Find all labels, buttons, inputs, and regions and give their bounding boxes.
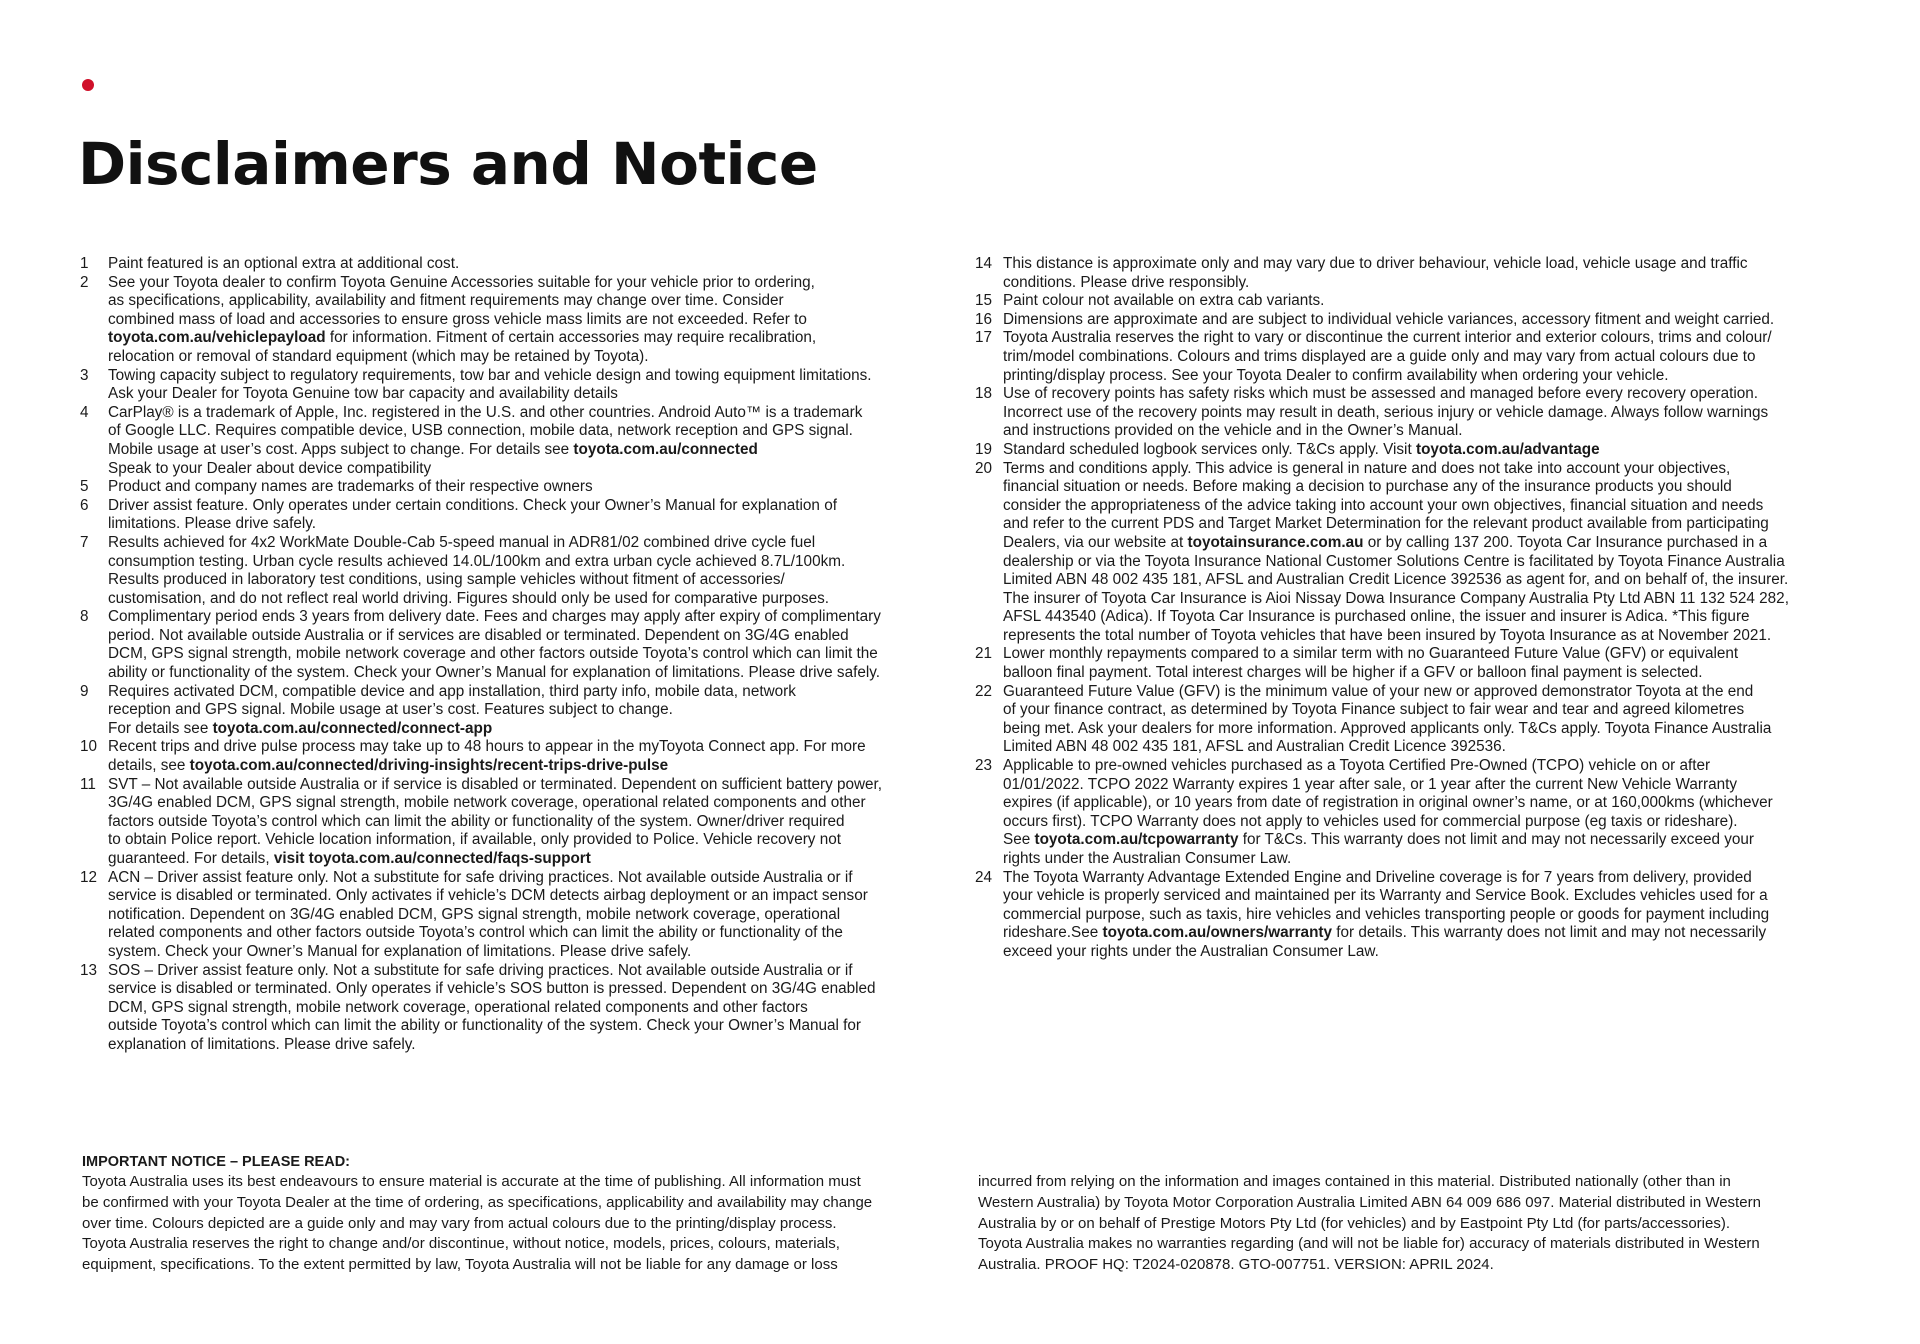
disclaimer-text: The Toyota Warranty Advantage Extended Engine and Driveline coverage is for 7 years from delivery, provided your vehicle is properly serviced and maintained per its Warranty and Service Book. Excludes vehicles used for a commercial purpose, such as taxis, hire vehicles and vehicles transporting people or goods for payment including rideshare.See toyota.com.au/owners/warranty for details. This warranty does not limit and may not necessarily exceed your rights under the Australian Consumer Law. <box>1003 868 1770 960</box>
disclaimer-text: Terms and conditions apply. This advice is general in nature and does not take into account your objectives, financial situation or needs. Before making a decision to purchase any of the insurance products you should consider the appropriateness of the advice taking into account your own objectives, financial situation and needs and refer to the current PDS and Target Market Determination for the relevant product available from participating Dealers, via our website at toyotainsurance.com.au or by calling 137 200. Toyota Car Insurance purchased in a dealership or via the Toyota Insurance National Customer Solutions Centre is facilitated by Toyota Finance Australia Limited ABN 48 002 435 181, AFSL and Australian Credit Licence 392536 as agent for, and on behalf of, the insurer. The insurer of Toyota Car Insurance is Aioi Nissay Dowa Insurance Company Australia Pty Ltd ABN 11 132 524 282, AFSL 443540 (Adica). If Toyota Car Insurance is purchased online, the issuer and insurer is Adica. *This figure represents the total number of Toyota vehicles that have been insured by Toyota Insurance as at November 2021. <box>1003 459 1789 644</box>
disclaimer-number: 10 <box>80 738 98 756</box>
disclaimer-text: ACN – Driver assist feature only. Not a substitute for safe driving practices. Not available outside Australia or if service is disabled or terminated. Only activates if vehicle’s DCM detects airbag deployment or an impact sensor notification. Dependent on 3G/4G enabled DCM, GPS signal strength, mobile network coverage, operational related components and other factors outside Toyota’s control which can limit the ability or functionality of the system. Check your Owner’s Manual for explanation of limitations. Please drive safely. <box>108 868 868 960</box>
disclaimer-number: 15 <box>975 292 993 310</box>
disclaimer-number: 16 <box>975 310 993 328</box>
notice-left-column <box>82 1172 962 1276</box>
disclaimer-number: 19 <box>975 440 993 458</box>
disclaimer-number: 17 <box>975 329 993 347</box>
disclaimer-link-text: toyota.com.au/owners/warranty <box>1102 924 1333 942</box>
disclaimers-left-column <box>80 255 960 1055</box>
disclaimer-link-text: toyota.com.au/connected/driving-insights/recent-trips-drive-pulse <box>189 757 669 775</box>
disclaimer-text: Lower monthly repayments compared to a similar term with no Guaranteed Future Value (GFV) or equivalent balloon final payment. Total interest charges will be higher if a GFV or balloon final payment is selected. <box>1003 645 1739 682</box>
disclaimer-text: SOS – Driver assist feature only. Not a substitute for safe driving practices. Not available outside Australia or if service is disabled or terminated. Only operates if vehicle’s SOS button is pressed. Dependent on 3G/4G enabled DCM, GPS signal strength, mobile network coverage, operational related components and other factors outside Toyota’s control which can limit the ability or functionality of the system. Check your Owner’s Manual for explanation of limitations. Please drive safely. <box>108 961 876 1053</box>
disclaimer-item-11 <box>80 776 960 869</box>
disclaimer-item-12 <box>80 869 960 962</box>
disclaimer-text: SVT – Not available outside Australia or if service is disabled or terminated. Dependent on sufficient battery power, 3G/4G enabled DCM, GPS signal strength, mobile network coverage, operational related components and other factors outside Toyota’s control which can limit the ability or functionality of the system. Owner/driver required to obtain Police report. Vehicle location information, if available, only provided to Police. Vehicle recovery not guaranteed. For details, visit toyota.com.au/connected/faqs-support <box>108 775 883 867</box>
disclaimer-number: 22 <box>975 682 993 700</box>
disclaimer-item-7 <box>80 534 960 608</box>
notice-line: Australia. PROOF HQ: T2024-020878. GTO-007751. VERSION: APRIL 2024. <box>978 1256 1494 1274</box>
disclaimer-link-text: visit toyota.com.au/connected/faqs-support <box>273 850 591 867</box>
disclaimer-number: 5 <box>80 478 89 496</box>
disclaimer-text: Towing capacity subject to regulatory requirements, tow bar and vehicle design and towing equipment limitations. Ask your Dealer for Toyota Genuine tow bar capacity and availability details <box>108 366 872 403</box>
disclaimer-number: 20 <box>975 459 993 477</box>
disclaimer-item-18 <box>975 385 1855 441</box>
disclaimer-text: This distance is approximate only and may vary due to driver behaviour, vehicle load, vehicle usage and traffic conditions. Please drive responsibly. <box>1003 255 1748 291</box>
disclaimer-item-21 <box>975 645 1855 682</box>
disclaimer-number: 3 <box>80 366 89 384</box>
disclaimer-item-8 <box>80 608 960 682</box>
disclaimer-item-6 <box>80 497 960 534</box>
disclaimer-text: Driver assist feature. Only operates under certain conditions. Check your Owner’s Manual for explanation of limitations. Please drive safely. <box>108 496 837 533</box>
disclaimer-link-text: toyota.com.au/connected <box>573 440 758 458</box>
disclaimer-text: See your Toyota dealer to confirm Toyota Genuine Accessories suitable for your vehicle prior to ordering, as specifications, applicability, availability and fitment requirements may change over time. Consider combined mass of load and accessories to ensure gross vehicle mass limits are not exceeded. Refer to toyota.com.au/vehiclepayload for information. Fitment of certain accessories may require recalibration, relocation or removal of standard equipment (which may be retained by Toyota). <box>108 273 817 365</box>
disclaimer-number: 7 <box>80 533 89 551</box>
disclaimer-number: 1 <box>80 255 89 272</box>
disclaimer-item-16 <box>975 311 1855 330</box>
disclaimer-text: Results achieved for 4x2 WorkMate Double-Cab 5-speed manual in ADR81/02 combined drive cycle fuel consumption testing. Urban cycle results achieved 14.0L/100km and extra urban cycle achieved 8.7L/100km. Results produced in laboratory test conditions, using sample vehicles without fitment of accessories/ customisation, and do not reflect real world driving. Figures should only be used for comparative purposes. <box>108 533 846 607</box>
disclaimer-number: 13 <box>80 961 98 979</box>
disclaimer-item-5 <box>80 478 960 497</box>
disclaimer-item-23 <box>975 757 1855 869</box>
disclaimer-text: Recent trips and drive pulse process may take up to 48 hours to appear in the myToyota Connect app. For more details, see toyota.com.au/connected/driving-insights/recent-trips-drive-pulse <box>108 738 866 775</box>
disclaimer-text: Use of recovery points has safety risks which must be assessed and managed before every recovery operation. Incorrect use of the recovery points may result in death, serious injury or vehicle damage. Always follow warnings and instructions provided on the vehicle and in the Owner’s Manual. <box>1003 385 1769 440</box>
disclaimer-number: 11 <box>80 775 96 793</box>
disclaimers-right-column <box>975 255 1855 962</box>
disclaimer-link-text: toyota.com.au/advantage <box>1415 440 1600 458</box>
disclaimer-item-20 <box>975 460 1855 646</box>
disclaimer-number: 9 <box>80 682 89 700</box>
disclaimer-number: 4 <box>80 403 89 421</box>
disclaimer-number: 8 <box>80 608 89 626</box>
disclaimer-text: Standard scheduled logbook services only. T&Cs apply. Visit toyota.com.au/advantage <box>1003 440 1600 458</box>
notice-line: over time. Colours depicted are a guide only and may vary from actual colours due to the printing/display process. <box>82 1214 837 1232</box>
notice-line: Toyota Australia reserves the right to change and/or discontinue, without notice, models, prices, colours, materials, <box>82 1235 840 1253</box>
disclaimer-text: Requires activated DCM, compatible device and app installation, third party info, mobile data, network reception and GPS signal. Mobile usage at user’s cost. Features subject to change. For details see toyota.com.au/connected/connect-app <box>108 682 796 737</box>
notice-line: Australia by or on behalf of Prestige Motors Pty Ltd (for vehicles) and by Eastpoint Pty Ltd (for parts/accessories). <box>978 1214 1731 1232</box>
notice-line: be confirmed with your Toyota Dealer at the time of ordering, as specifications, applicability and availability may change <box>82 1193 873 1211</box>
disclaimer-number: 14 <box>975 255 993 272</box>
disclaimer-item-19 <box>975 441 1855 460</box>
disclaimer-item-4 <box>80 404 960 478</box>
disclaimer-number: 6 <box>80 496 89 514</box>
disclaimer-text: Paint featured is an optional extra at additional cost. <box>108 255 460 272</box>
notice-right-column <box>978 1172 1858 1276</box>
disclaimer-item-14 <box>975 255 1855 292</box>
disclaimer-text: Dimensions are approximate and are subject to individual vehicle variances, accessory fitment and weight carried. <box>1003 310 1775 328</box>
disclaimer-link-text: toyotainsurance.com.au <box>1187 533 1364 551</box>
brand-dot <box>82 79 94 91</box>
disclaimer-link-text: toyota.com.au/tcpowarranty <box>1034 831 1239 849</box>
disclaimer-number: 2 <box>80 273 89 291</box>
disclaimer-text: Guaranteed Future Value (GFV) is the minimum value of your new or approved demonstrator Toyota at the end of your finance contract, as determined by Toyota Finance subject to fair wear and tear and agreed kilometres being met. Ask your dealers for more information. Approved applicants only. T&Cs apply. Toyota Finance Australia Limited ABN 48 002 435 181, AFSL and Australian Credit Licence 392536. <box>1003 682 1772 756</box>
notice-line: incurred from relying on the information and images contained in this material. Distributed nationally (other than in <box>978 1173 1731 1190</box>
disclaimer-item-9 <box>80 683 960 739</box>
disclaimer-number: 18 <box>975 385 993 403</box>
disclaimer-number: 12 <box>80 868 98 886</box>
notice-line: Western Australia) by Toyota Motor Corporation Australia Limited ABN 64 009 686 097. Material distributed in Western <box>978 1193 1761 1211</box>
disclaimer-item-13 <box>80 962 960 1055</box>
notice-line: Toyota Australia makes no warranties regarding (and will not be liable for) accuracy of materials distributed in Western <box>978 1235 1760 1253</box>
disclaimer-link-text: toyota.com.au/connected/connect-app <box>212 719 493 737</box>
disclaimer-text: CarPlay® is a trademark of Apple, Inc. registered in the U.S. and other countries. Android Auto™ is a trademark of Google LLC. Requires compatible device, USB connection, mobile data, network reception and GPS signal. Mobile usage at user’s cost. Apps subject to change. For details see toyota.com.au/connected Speak to your Dealer about device compatibility <box>108 403 863 477</box>
disclaimer-item-10 <box>80 738 960 775</box>
disclaimer-item-24 <box>975 869 1855 962</box>
notice-heading: IMPORTANT NOTICE – PLEASE READ: <box>82 1154 350 1170</box>
disclaimer-link-text: toyota.com.au/vehiclepayload <box>108 329 326 347</box>
disclaimer-text: Product and company names are trademarks of their respective owners <box>108 478 593 496</box>
disclaimer-number: 21 <box>975 645 993 663</box>
disclaimer-item-1 <box>80 255 960 274</box>
page-title: Disclaimers and Notice <box>78 130 818 198</box>
disclaimer-text: Complimentary period ends 3 years from delivery date. Fees and charges may apply after expiry of complimentary period. Not available outside Australia or if services are disabled or terminated. Dependent on 3G/4G enabled DCM, GPS signal strength, mobile network coverage and other factors outside Toyota’s control which can limit the ability or functionality of the system. Check your Owner’s Manual for explanation of limitations. Please drive safely. <box>108 608 881 682</box>
disclaimer-item-15 <box>975 292 1855 311</box>
disclaimer-item-22 <box>975 683 1855 757</box>
notice-line: equipment, specifications. To the extent permitted by law, Toyota Australia will not be liable for any damage or loss <box>82 1256 838 1274</box>
disclaimer-number: 24 <box>975 868 993 886</box>
disclaimer-text: Toyota Australia reserves the right to vary or discontinue the current interior and exterior colours, trims and colour/ trim/model combinations. Colours and trims displayed are a guide only and may vary from actual colours due to printing/display process. See your Toyota Dealer to confirm availability when ordering your vehicle. <box>1003 329 1772 384</box>
disclaimer-item-2 <box>80 274 960 367</box>
disclaimer-text: Paint colour not available on extra cab variants. <box>1003 292 1325 310</box>
disclaimer-number: 23 <box>975 757 993 775</box>
disclaimer-text: Applicable to pre-owned vehicles purchased as a Toyota Certified Pre-Owned (TCPO) vehicle on or after 01/01/2022. TCPO 2022 Warranty expires 1 year after sale, or 1 year after the current New Vehicle Warranty expires (if applicable), or 10 years from date of registration in original owner’s name, or at 160,000kms (whichever occurs first). TCPO Warranty does not apply to vehicles used for commercial purpose (eg taxis or rideshare). See toyota.com.au/tcpowarranty for T&Cs. This warranty does not limit and may not necessarily exceed your rights under the Australian Consumer Law. <box>1003 757 1773 867</box>
notice-line: Toyota Australia uses its best endeavours to ensure material is accurate at the time of publishing. All information must <box>82 1173 861 1190</box>
disclaimer-item-3 <box>80 367 960 404</box>
disclaimer-item-17 <box>975 329 1855 385</box>
